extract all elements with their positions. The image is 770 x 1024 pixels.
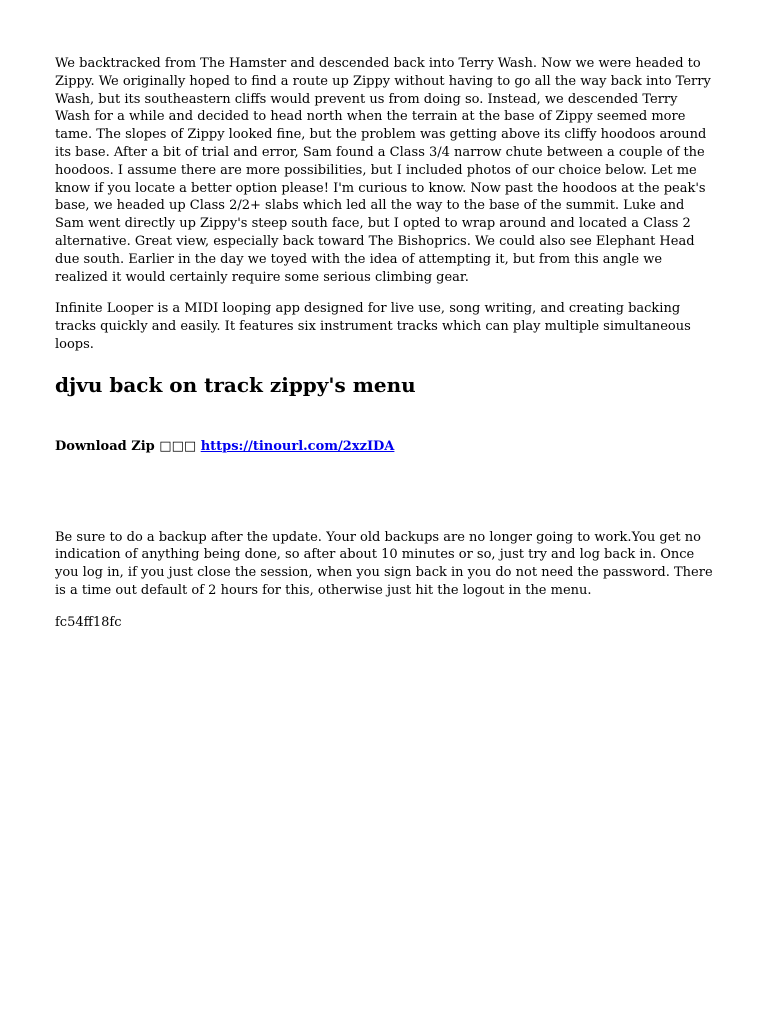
download-link[interactable]: https://tinourl.com/2xzIDA: [200, 438, 395, 454]
intro-paragraph: We backtracked from The Hamster and descended back into Terry Wash. Now we were headed to Zippy. We originally hoped to find a route up Zippy without having to go all the way back into Terry Wash, but its southeastern cliffs would prevent us from doing so. Instead, we descended Terry Wash for a while and decided to head north when the terrain at the base of Zippy seemed more tame. The slopes of Zippy looked fine, but the problem was getting above its cliffy hoodoos around its base. After a bit of trial and error, Sam found a Class 3/4 narrow chute between a couple of the hoodoos. I assume there are more possibilities, but I included photos of our choice below. Let me know if you locate a better option please! I'm curious to know. Now past the hoodoos at the peak's base, we headed up Class 2/2+ slabs which led all the way to the base of the summit. Luke and Sam went directly up Zippy's steep south face, but I opted to wrap around and located a Class 2 alternative. Great view, especially back toward The Bishoprics. We could also see Elephant Head due south. Earlier in the day we toyed with the idea of attempting it, but from this angle we realized it would certainly require some serious climbing gear.: [55, 56, 711, 285]
hash-text: fc54ff18fc: [55, 614, 122, 630]
document-page: [55, 55, 715, 632]
app-description-paragraph: Infinite Looper is a MIDI looping app designed for live use, song writing, and creating backing tracks quickly and easily. It features six instrument tracks which can play multiple simultaneous loops.: [55, 301, 691, 352]
page-heading: djvu back on track zippy's menu: [55, 372, 416, 397]
download-label: Download Zip: [55, 438, 155, 454]
download-line: [55, 438, 715, 456]
backup-paragraph: Be sure to do a backup after the update. Your old backups are no longer going to work.You get no indication of anything being done, so after about 10 minutes or so, just try and log back in. Once you log in, if you just close the session, when you sign back in you do not need the password. There is a time out default of 2 hours for this, otherwise just hit the logout in the menu.: [55, 529, 713, 598]
placeholder-glyphs: □□□: [159, 438, 197, 454]
